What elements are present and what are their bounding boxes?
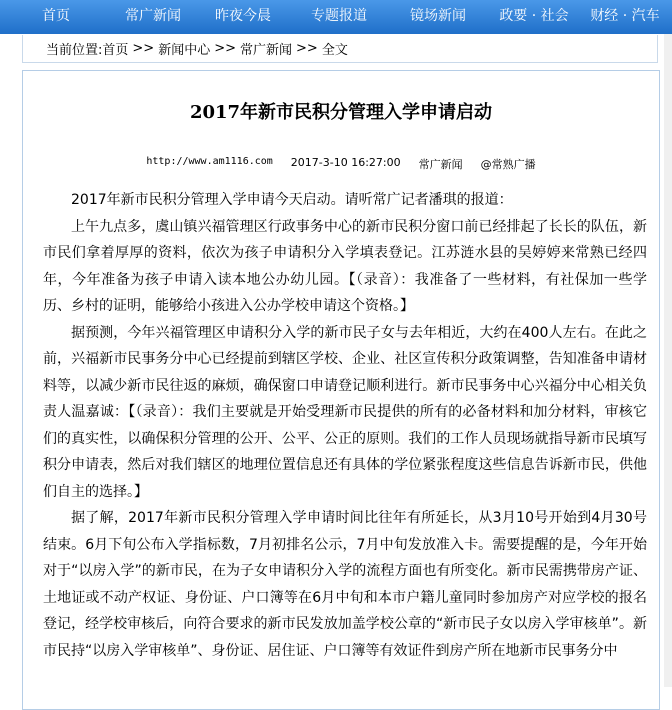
nav-town-news[interactable]: 镜场新闻 [410, 8, 466, 24]
article-url: http://www.am1116.com [146, 156, 273, 167]
breadcrumb-prefix: 当前位置: [46, 43, 103, 58]
article-panel [22, 70, 660, 710]
nav-special-reports[interactable]: 专题报道 [311, 8, 367, 24]
article-paragraph: 2017年新市民积分管理入学申请今天启动。请听常广记者潘琪的报道： [71, 192, 513, 208]
article-category: 常广新闻 [418, 158, 463, 171]
breadcrumb-full-text: 全文 [321, 43, 348, 58]
nav-last-night-today[interactable]: 昨夜今晨 [215, 8, 271, 24]
article-title: 2017年新市民积分管理入学申请启动 [189, 102, 493, 123]
breadcrumb-separator: >> [132, 41, 155, 56]
breadcrumb-separator: >> [296, 41, 318, 56]
nav-politics-society[interactable]: 政要 · 社会 [499, 8, 569, 24]
nav-changguang-news[interactable]: 常广新闻 [125, 8, 181, 24]
article-datetime: 2017-3-10 16:27:00 [290, 156, 401, 169]
breadcrumb [22, 35, 658, 63]
top-navigation [0, 0, 672, 34]
article-paragraph: 上午九点多，虞山镇兴福管理区行政事务中心的新市民积分窗口前已经排起了长长的队伍，新市民们拿着厚厚的资料，依次为孩子申请积分入学填表登记。江苏涟水县的吴婷婷来常熟已经四年，今年准备为孩子申请入读本地公办幼儿园。【（录音）：我准备了一些材料，有社保加一些学历、乡村的证明，能够给小孩进入公办学校申请这个资格。】 [43, 218, 647, 314]
breadcrumb-news-center[interactable]: 新闻中心 [158, 43, 211, 58]
article-body [43, 187, 647, 664]
nav-finance-auto[interactable]: 财经 · 汽车 [590, 8, 660, 24]
article-paragraph: 据了解，2017年新市民积分管理入学申请时间比往年有所延长，从3月10号开始到4月30号结束。6月下旬公布入学指标数，7月初排名公示，7月中旬发放准入卡。需要提醒的是，今年开始对于“以房入学”的新市民，在为子女申请积分入学的流程方面也有所变化。新市民需携带房产证、土地证或不动产权证、身份证、户口簿等在6月中旬和本市户籍儿童同时参加房产对应学校的报名登记，经学校审核后，向符合要求的新市民发放加盖学校公章的“新市民子女以房入学审核单”。新市民持“以房入学审核单”、身份证、居住证、户口簿等有效证件到房产所在地新市民事务分中 [43, 510, 647, 659]
page-scrollbar[interactable] [664, 34, 672, 687]
breadcrumb-changguang-news[interactable]: 常广新闻 [240, 43, 293, 58]
article-meta [23, 156, 659, 172]
article-paragraph: 据预测，今年兴福管理区申请积分入学的新市民子女与去年相近，大约在400人左右。在此之前，兴福新市民事务分中心已经提前到辖区学校、企业、社区宣传积分政策调整，告知准备申请材料等，以减少新市民往返的麻烦，确保窗口申请登记顺利进行。新市民事务中心兴福分中心相关负责人温嘉诚：【（录音）：我们主要就是开始受理新市民提供的所有的必备材料和加分材料，审核它们的真实性，以确保积分管理的公开、公平、公正的原则。我们的工作人员现场就指导新市民填写积分申请表，然后对我们辖区的地理位置信息还有具体的学位紧张程度这些信息告诉新市民，供他们自主的选择。】 [43, 324, 647, 500]
breadcrumb-home[interactable]: 首页 [102, 43, 129, 58]
breadcrumb-separator: >> [214, 41, 237, 56]
article-source: @常熟广播 [480, 158, 536, 171]
nav-home[interactable]: 首页 [42, 8, 70, 24]
